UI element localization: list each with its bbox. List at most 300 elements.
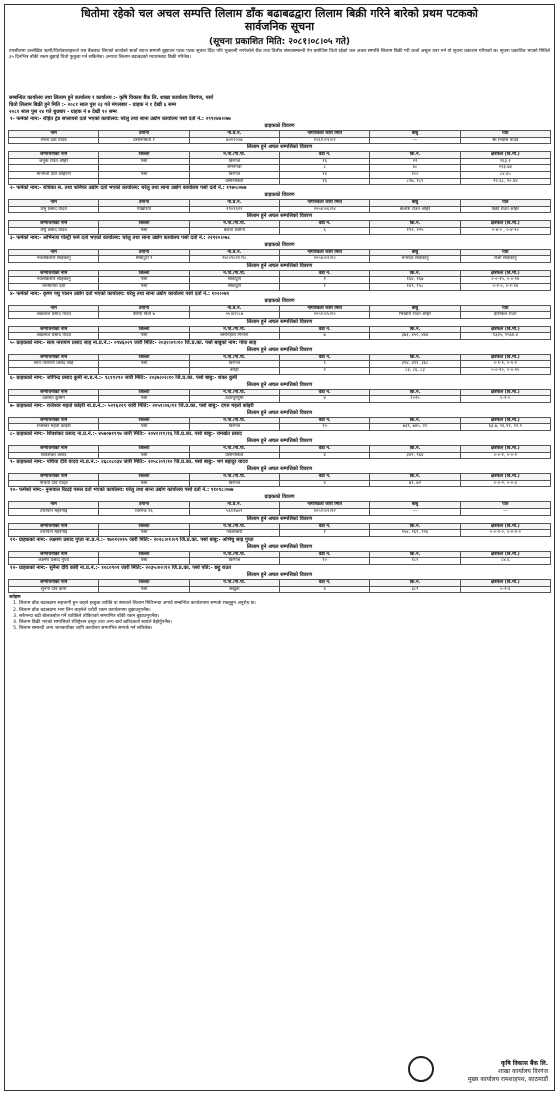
collateral-cell: ०-०-२, ०-०-३ [460,480,550,487]
customer-cell: ७०१२००७ [189,137,279,144]
office-line-1: सम्बन्धित कार्यालय तथा लिलाम हुने कार्यालय र कार्यालय :- कृषि विकास बैंक लि. शाखा कार्यालय विरगंज, पर्सा [9,95,214,101]
customer-row [9,509,551,516]
collateral-col-header: वडा नं. [279,579,369,586]
collateral-cell: रामनगवा [189,165,279,172]
collateral-details-label: लिलाम हुने अचल सम्पत्तिको विवरण [246,543,313,550]
customer-cell: २०५१।०५।१० [279,312,369,319]
collateral-row [9,452,551,459]
collateral-cell: पर्सा [99,586,189,593]
collateral-col-header: क्षेत्रफल (वि.मी.) [460,221,550,228]
customer-row [9,312,551,319]
collateral-cell: बेलवा प्रसौनी [189,227,279,234]
collateral-cell: देवमति कुर्मिन [9,396,99,403]
collateral-col-header: क्षेत्रफल (वि.मी.) [460,354,550,361]
collateral-col-header: न.पा./गा.पा. [189,551,279,558]
collateral-cell: १६ [279,178,369,185]
collateral-table [8,523,551,537]
collateral-col-header: न.पा./गा.पा. [189,523,279,530]
collateral-cell: प्रसौनीबिर्ता [189,178,279,185]
customer-cell: तारापान महरगोइ [9,509,99,516]
collateral-cell: विरगंज [189,171,279,178]
collateral-cell: विरगंज [189,480,279,487]
collateral-cell: अक्षलाल प्रसाद यादव [9,333,99,340]
collateral-col-header: न.पा./गा.पा. [189,579,279,586]
collateral-cell: विरगंज [189,424,279,431]
collateral-cell: ३७३, ४५०, ४४४ [370,333,460,340]
customer-col-header: नागरिकता जारी मिति [279,502,369,509]
customer-row [9,256,551,263]
customer-col-header: नागरिकता जारी मिति [279,200,369,207]
collateral-cell: पर्सा [99,171,189,178]
collateral-cell: ०-१-० [460,396,550,403]
collateral-details-label: लिलाम हुने अचल सम्पत्तिको विवरण [246,438,313,445]
collateral-header-row [9,446,551,453]
collateral-row [9,480,551,487]
collateral-header-row [9,523,551,530]
term-item: 4. लिलाम बिक्री भएको सम्पत्तिको रजिष्ट्रेशन दस्तुर तथा अन्य खर्च खरिदकर्ता स्वयंले बेहोर्नुपर्नेछ। [19,620,550,626]
collateral-col-header: जिल्ला [99,579,189,586]
notice-page [4,4,555,1091]
record-section [8,340,551,375]
bank-signature-block [468,1060,548,1084]
collateral-header-row [9,270,551,277]
collateral-cell: १६३.२ [460,158,550,165]
customer-col-header: ठेगाना [99,200,189,207]
collateral-header-row [9,326,551,333]
collateral-col-header: जिल्ला [99,221,189,228]
collateral-col-header: कि.नं. [370,270,460,277]
collateral-col-header: जग्गाधनीको नाम [9,270,99,277]
collateral-row [9,530,551,537]
collateral-details-label: लिलाम हुने अचल सम्पत्तिको विवरण [246,213,313,220]
customer-col-header: बाबु [370,131,460,138]
collateral-col-header: न.पा./गा.पा. [189,326,279,333]
collateral-details-label: लिलाम हुने अचल सम्पत्तिको विवरण [246,571,313,578]
collateral-col-header: जिल्ला [99,270,189,277]
collateral-col-header: कि.नं. [370,221,460,228]
collateral-table [8,417,551,431]
collateral-col-header: वडा नं. [279,221,369,228]
customer-cell: प्रभु प्रसाद यादव [9,206,99,213]
customer-table [8,130,551,144]
collateral-cell: १ [279,283,369,290]
term-item: 5. लिलाम सम्बन्धी अन्य जानकारीका लागि कार्यालय समयभित्र सम्पर्क गर्न सकिनेछ। [19,626,550,632]
customer-cell: २०५४।०६।१४ [279,206,369,213]
collateral-cell: पर्सा [99,158,189,165]
collateral-col-header: कि.नं. [370,579,460,586]
term-item: 1. लिलाम डाँक बढाबढमा सहभागी हुन चाहने इच्छुक व्यक्ति वा संस्थाले लिलाम मितिभन्दा अगावै सम्बन्धित कार्यालयमा सम्पर्क राख्नुहुन अनुरोध छ। [19,601,550,607]
customer-header-row [9,502,551,509]
customer-col-header: नाम [9,305,99,312]
collateral-col-header: वडा नं. [279,326,369,333]
collateral-details-label: लिलाम हुने अचल सम्पत्तिको विवरण [246,262,313,269]
collateral-cell: ६३.७, १६.९१, १२.२ [460,424,550,431]
customer-cell: बैरिया बिर्ता ७ [99,312,189,319]
terms-section [5,593,554,634]
collateral-cell: १६ [279,158,369,165]
collateral-row [9,361,551,368]
record-section [8,235,551,291]
customer-details-label: ग्राहकको विवरण [264,494,295,501]
record-section [8,459,551,487]
collateral-cell: राजेश्वर महतो कोइरी [9,424,99,431]
collateral-details-label: लिलाम हुने अचल सम्पत्तिको विवरण [246,409,313,416]
collateral-cell: १५४, २६९, १२६ [370,530,460,537]
collateral-cell: ०-२-०, ०-१-१४ [460,283,550,290]
collateral-cell: १० [279,558,369,565]
customer-col-header: पति [460,200,550,207]
customer-col-header: ठेगाना [99,305,189,312]
record-heading: ८- ग्राहकको नाम:- शिवशंकर प्रसाद ना.प्र.नं.:- ४५७०७११९७ जारी मिति:- २०४२।११।१६ जि.प्र.का. पर्सा बाबु:- रामखेत प्रसाद [10,431,242,438]
collateral-cell: प्रभु प्रसाद यादव [9,227,99,234]
customer-table [8,305,551,319]
record-heading: ६- ग्राहकको नाम:- जोगिन्द्र प्रसाद कुर्मी ना.प्र.नं.:- ९८११२९२ जारी मिति:- २०३७।०२।१० जि.प्र.का. पर्सा बाबु:- शंकर कुर्मी [10,374,238,381]
collateral-cell: ०-४-० , ०-४-१० [460,227,550,234]
record-heading: ५- ग्राहकको नाम:- सत्य नारायण प्रसाद साह ना.प्र.नं.:- ०९४६०२९ जारी मिति:- २०३२।०९।१० जि.प्र.का. पर्सा बाबुको नाम: गोवा साह [10,339,257,346]
customer-cell: नवलकिशोर साहकानु [9,256,99,263]
record-section [8,487,551,536]
customer-cell: श्री निवास यादव [460,137,550,144]
collateral-col-header: जग्गाधनीको नाम [9,221,99,228]
collateral-details-label: लिलाम हुने अचल सम्पत्तिको विवरण [246,318,313,325]
customer-col-header: ना.प्र.नं. [189,502,279,509]
collateral-col-header: कि.नं. [370,326,460,333]
collateral-col-header: वडा नं. [279,474,369,481]
collateral-col-header: जग्गाधनीको नाम [9,326,99,333]
collateral-col-header: जग्गाधनीको नाम [9,354,99,361]
collateral-col-header: कि.नं. [370,474,460,481]
collateral-cell [9,165,99,172]
collateral-cell: पर्सा [99,424,189,431]
collateral-cell: ७ [279,333,369,340]
customer-header-row [9,249,551,256]
collateral-cell [99,368,189,375]
collateral-col-header: जिल्ला [99,389,189,396]
collateral-row [9,283,551,290]
collateral-cell: ४ [279,452,369,459]
collateral-cell: ४ [279,396,369,403]
collateral-cell: श्रीवाटुरी [189,283,279,290]
intro-paragraph [5,48,554,95]
collateral-col-header: वडा नं. [279,270,369,277]
collateral-row [9,396,551,403]
record-heading: ३- फर्मको नाम:- अभिनाश पोल्ट्री फर्म दर्ता भएको कार्यालय: घरेलु तथा साना उद्योग कार्यालय पर्सा दर्ता नं.: २२९२०।०७८ [10,234,231,241]
customer-cell: ५६१२७०९ [189,509,279,516]
collateral-col-header: जिल्ला [99,474,189,481]
collateral-details-label: लिलाम हुने अचल सम्पत्तिको विवरण [246,144,313,151]
collateral-details-label: लिलाम हुने अचल सम्पत्तिको विवरण [246,381,313,388]
customer-details-label: ग्राहकको विवरण [264,123,295,129]
record-section [8,185,551,234]
collateral-table [8,151,551,185]
collateral-col-header: न.पा./गा.पा. [189,389,279,396]
customer-col-header: नाम [9,131,99,138]
collateral-cell: ०-१-१, ०-१-१ [460,361,550,368]
collateral-header-row [9,354,551,361]
customer-header-row [9,305,551,312]
customer-cell: ०५।४२।८७ [189,312,279,319]
collateral-row [9,227,551,234]
bank-name: कृषि विकास बैंक लि. [501,1060,548,1067]
customer-cell: २९०१६२१ [189,206,279,213]
collateral-col-header: क्षेत्रफल (वि.मी.) [460,326,550,333]
collateral-cell: २ [279,368,369,375]
collateral-header-row [9,417,551,424]
term-item: 2. लिलाम डाँक बढाबढमा भाग लिन चाहनेले धरौटी रकम कार्यालयमा बुझाउनुपर्नेछ। [19,608,550,614]
collateral-cell: सुनैना देवि कोरी [9,586,99,593]
customer-cell: प्रसौनीबिर्ता १ [99,137,189,144]
customer-col-header: ना.प्र.नं. [189,249,279,256]
collateral-col-header: जिल्ला [99,523,189,530]
collateral-col-header: कि.नं. [370,389,460,396]
collateral-col-header: क्षेत्रफल (वि.मी.) [460,446,550,453]
collateral-table [8,220,551,234]
customer-table [8,249,551,263]
intro-text: तपसीलमा उल्लेखित ऋणी/धितोवालाहरूले यस बैंकबाट लिएको कर्जाको सावाँ ब्याज समयमै बुझाउन पटक पटक सूचना दिँदा पनि भुक्तानी नगरेकोले बैंक तथा वित्तीय संस्थासम्बन्धी ऐन बमोजिम धितो रहेको चल अचल सम्पत्ति लिलाम बिक्री गरी कर्जा असुल उपर गर्न यो सूचना प्रकाशन गरिएको छ। सूचना प्रकाशित भएको मितिले ३५ दिनभित्र बाँकी रकम बुझाई धितो फुकुवा गर्न सकिनेछ। अन्यथा लिलाम बढाबढको माध्यमबाट बिक्री गरिनेछ। [9,49,550,61]
customer-cell: राजा साहकानु [460,256,550,263]
collateral-cell: ४८ [370,165,460,172]
collateral-col-header: कि.नं. [370,551,460,558]
collateral-cell: ०-०-१, ०-०-१ [460,452,550,459]
collateral-col-header: कि.नं. [370,354,460,361]
collateral-cell: ४ [279,480,369,487]
customer-cell: पोखरिया [99,206,189,213]
collateral-cell: प्रसौनीबिर्ता [189,452,279,459]
collateral-table [8,354,551,375]
collateral-col-header: क्षेत्रफल (वि.मी.) [460,551,550,558]
record-section [8,537,551,565]
collateral-cell: ३४९, ९६४ [370,452,460,459]
collateral-cell: १२३.७४ [460,165,550,172]
customer-col-header: ठेगाना [99,131,189,138]
collateral-col-header: जिल्ला [99,417,189,424]
customer-col-header: पति [460,249,550,256]
customer-col-header: ठेगाना [99,249,189,256]
customer-col-header: बाबु [370,502,460,509]
collateral-row [9,165,551,172]
collateral-cell: ०-०-१-०, ०-०-१-० [460,530,550,537]
title-line-2: सार्वजनिक सूचना [244,20,315,33]
collateral-cell: नवलाबारी [189,530,279,537]
collateral-cell: ८४.६ [460,558,550,565]
collateral-row [9,368,551,375]
collateral-cell: श्रीवाटुरी [189,277,279,284]
sections-container [5,116,554,593]
collateral-details-label: लिलाम हुने अचल सम्पत्तिको विवरण [246,346,313,353]
collateral-table [8,445,551,459]
customer-cell: हरिकिल राउत [460,312,550,319]
collateral-table [8,579,551,593]
collateral-table [8,473,551,487]
office-line-3: २०८१ साल पुस २४ गते बुधबार - ग्राहक नं ७ देखी १२ सम्म [9,109,117,115]
bank-head-office: मुख्य कार्यालय रामशाहपथ, काठमाडौं [467,1076,548,1083]
customer-col-header: नागरिकता जारी मिति [279,305,369,312]
customer-cell: विद्या राउत अहिर [460,206,550,213]
collateral-col-header: जग्गाधनीको नाम [9,551,99,558]
collateral-cell [99,165,189,172]
collateral-cell: १३३५, १५६४.४ [460,333,550,340]
collateral-cell: शिवशंकर प्रसाद [9,452,99,459]
collateral-cell: सत्य नारायण प्रसाद साह [9,361,99,368]
collateral-cell: पर्सा [99,227,189,234]
customer-col-header: पति [460,502,550,509]
collateral-header-row [9,551,551,558]
customer-cell: कैलाश राउत अहिर [370,206,460,213]
collateral-col-header: वडा नं. [279,446,369,453]
collateral-cell: ०-२-६ [460,586,550,593]
collateral-col-header: क्षेत्रफल (वि.मी.) [460,389,550,396]
collateral-cell: लक्ष्मण प्रसाद गुप्ता [9,558,99,565]
collateral-col-header: जिल्ला [99,446,189,453]
customer-cell: २०६१।०९।०१ [279,137,369,144]
collateral-cell: ८४.६५ [460,171,550,178]
collateral-col-header: वडा नं. [279,354,369,361]
customer-cell: भिखारी राउत अहिर [370,312,460,319]
collateral-cell: १८२ [370,558,460,565]
collateral-cell: पचिया देवि यादव [9,480,99,487]
record-heading: ११- ग्राहकको नाम:- लक्ष्मण प्रसाद गुप्ता ना.प्र.नं.:- ९७०१२०१५ जारी मिति:- २०२८।०१।०९ जि.प्र.का. पर्सा बाबु:- अभिचु साह गुप्ता [10,536,254,543]
collateral-cell: ४ [279,586,369,593]
collateral-cell: पर्सा [99,361,189,368]
customer-cell: २०५२।०१।२२ [279,509,369,516]
customer-col-header: नाम [9,249,99,256]
collateral-col-header: जग्गाधनीको नाम [9,474,99,481]
record-heading: ४- फर्मको नाम:- कृष्ण पशु पालन उद्योग दर्ता भएको कार्यालय: घरेलु तथा साना उद्योग कार्यालय पर्सा दर्ता नं.: १०२।०७९ [10,290,230,297]
customer-col-header: पति [460,131,550,138]
bank-seal-icon [408,1056,434,1082]
record-heading: १०- फर्मको नाम:- नुनावाल रिठाई पसल दर्ता भएको कार्यालय: घरेलु तथा साना उद्योग कार्यालय पर्सा दर्ता नं.: ११०९८।०७७ [10,487,234,494]
collateral-row [9,171,551,178]
collateral-cell: ६ [279,227,369,234]
collateral-col-header: क्षेत्रफल (वि.मी.) [460,579,550,586]
collateral-cell: बसनिहारा गिर्नौना [189,333,279,340]
collateral-cell: विरगंज [189,158,279,165]
collateral-table [8,389,551,403]
collateral-row [9,333,551,340]
customer-col-header: पति [460,305,550,312]
collateral-row [9,158,551,165]
collateral-cell: मानमती देवी अहिरनी [9,171,99,178]
customer-details-label: ग्राहकको विवरण [264,297,295,304]
collateral-cell: २२.६८, २०.४४ [460,178,550,185]
collateral-cell: ७३९, ७४५, २१ [370,424,460,431]
record-heading: २- फर्मको नाम:- राधिका स. तथा फर्निचर उद्योग दर्ता भएको कार्यालय: घरेलु तथा साना उद्योग कार्यालय पर्सा दर्ता नं.: १९७५।०७७ [10,185,247,192]
customer-col-header: बाबु [370,249,460,256]
collateral-cell [99,178,189,185]
collateral-col-header: वडा नं. [279,152,369,159]
collateral-col-header: कि.नं. [370,152,460,159]
collateral-col-header: जिल्ला [99,551,189,558]
collateral-cell: नवलकिशोर साहकानु [9,277,99,284]
customer-table [8,199,551,213]
collateral-col-header: न.पा./गा.पा. [189,270,279,277]
record-heading: १- फर्मको नाम:- रोहित ट्रेड सप्लायर्स दर्ता भएको कार्यालय: घरेलु तथा साना उद्योग कार्यालय पर्सा दर्ता नं.: २९९२४७।०७७ [10,116,231,122]
customer-details-label: ग्राहकको विवरण [264,192,295,199]
collateral-col-header: कि.नं. [370,446,460,453]
collateral-col-header: न.पा./गा.पा. [189,221,279,228]
collateral-col-header: वडा नं. [279,551,369,558]
collateral-cell: ०-०-१५, ०-०-१४ [460,277,550,284]
customer-col-header: बाबु [370,200,460,207]
collateral-header-row [9,221,551,228]
published-date: (सूचना प्रकाशित मिति: २०८१।०८।०५ गते) [208,37,351,47]
collateral-row [9,586,551,593]
collateral-cell: १५ [279,424,369,431]
customer-header-row [9,200,551,207]
collateral-col-header: जग्गाधनीको नाम [9,152,99,159]
customer-col-header: नागरिकता जारी मिति [279,131,369,138]
collateral-cell: तारापान महरगोइ [9,530,99,537]
collateral-details-label: लिलाम हुने अचल सम्पत्तिको विवरण [246,515,313,522]
collateral-cell: विरगंज [189,558,279,565]
record-section [8,116,551,185]
collateral-cell: उदयपुरधुर्मी [189,396,279,403]
collateral-col-header: न.पा./गा.पा. [189,417,279,424]
customer-col-header: नाम [9,502,99,509]
collateral-row [9,558,551,565]
collateral-cell: ३१४, ३९१, ३६८ [370,361,460,368]
collateral-col-header: वडा नं. [279,389,369,396]
collateral-header-row [9,389,551,396]
collateral-cell: ०-०-१०, ०-०-१५ [460,368,550,375]
collateral-header-row [9,152,551,159]
notice-title [5,5,554,33]
record-section [8,291,551,340]
customer-cell: २४।०९०२१।९८ [189,256,279,263]
collateral-col-header: न.पा./गा.पा. [189,474,279,481]
collateral-col-header: न.पा./गा.पा. [189,446,279,453]
collateral-cell [9,368,99,375]
collateral-cell: १ [279,361,369,368]
customer-cell: चनरदेव साहकानु [370,256,460,263]
customer-col-header: ठेगाना [99,502,189,509]
collateral-table [8,270,551,291]
collateral-cell: १४९, १५८ [370,283,460,290]
collateral-cell: ८ [279,165,369,172]
collateral-cell: पर्सा [99,277,189,284]
collateral-table [8,551,551,565]
collateral-col-header: कि.नं. [370,523,460,530]
collateral-cell: १४ [279,171,369,178]
collateral-table [8,326,551,340]
customer-cell: विरगंज १६ [99,509,189,516]
collateral-col-header: जग्गाधनीको नाम [9,579,99,586]
customer-col-header: ना.प्र.नं. [189,200,279,207]
collateral-col-header: जग्गाधनीको नाम [9,446,99,453]
collateral-col-header: जिल्ला [99,354,189,361]
collateral-cell: २२ [370,158,460,165]
collateral-col-header: क्षेत्रफल (वि.मी.) [460,417,550,424]
collateral-col-header: वडा नं. [279,523,369,530]
collateral-col-header: जिल्ला [99,152,189,159]
office-line-2: धितो लिलाम बिक्री हुने मिति :- २०८१ साल पुस २३ गते मंगलबार - ग्राहक नं १ देखी ६ सम्म [9,102,176,108]
collateral-cell: पर्सा [99,452,189,459]
collateral-col-header: न.पा./गा.पा. [189,354,279,361]
terms-heading: शर्तहरू [9,595,21,601]
collateral-cell: पर्सा [99,558,189,565]
customer-cell: शीला देवी यादव [9,137,99,144]
collateral-cell: पर्सा [99,333,189,340]
collateral-col-header: क्षेत्रफल (वि.मी.) [460,474,550,481]
collateral-col-header: कि.नं. [370,417,460,424]
collateral-cell: विरगंज [189,361,279,368]
collateral-cell: पर्सा [99,396,189,403]
customer-col-header: बाबु [370,305,460,312]
customer-row [9,137,551,144]
collateral-cell [9,178,99,185]
collateral-cell: ८१७, १८१ [370,178,460,185]
record-heading: १२- ग्राहकको नाम:- सुनैना देवि कोरी ना.प्र.नं.:- १०८०९०१ जारी मिति:- २०३५।०२।१२ जि.प्र.का. पर्सा पति:- छट्ठु राउत [10,564,231,571]
